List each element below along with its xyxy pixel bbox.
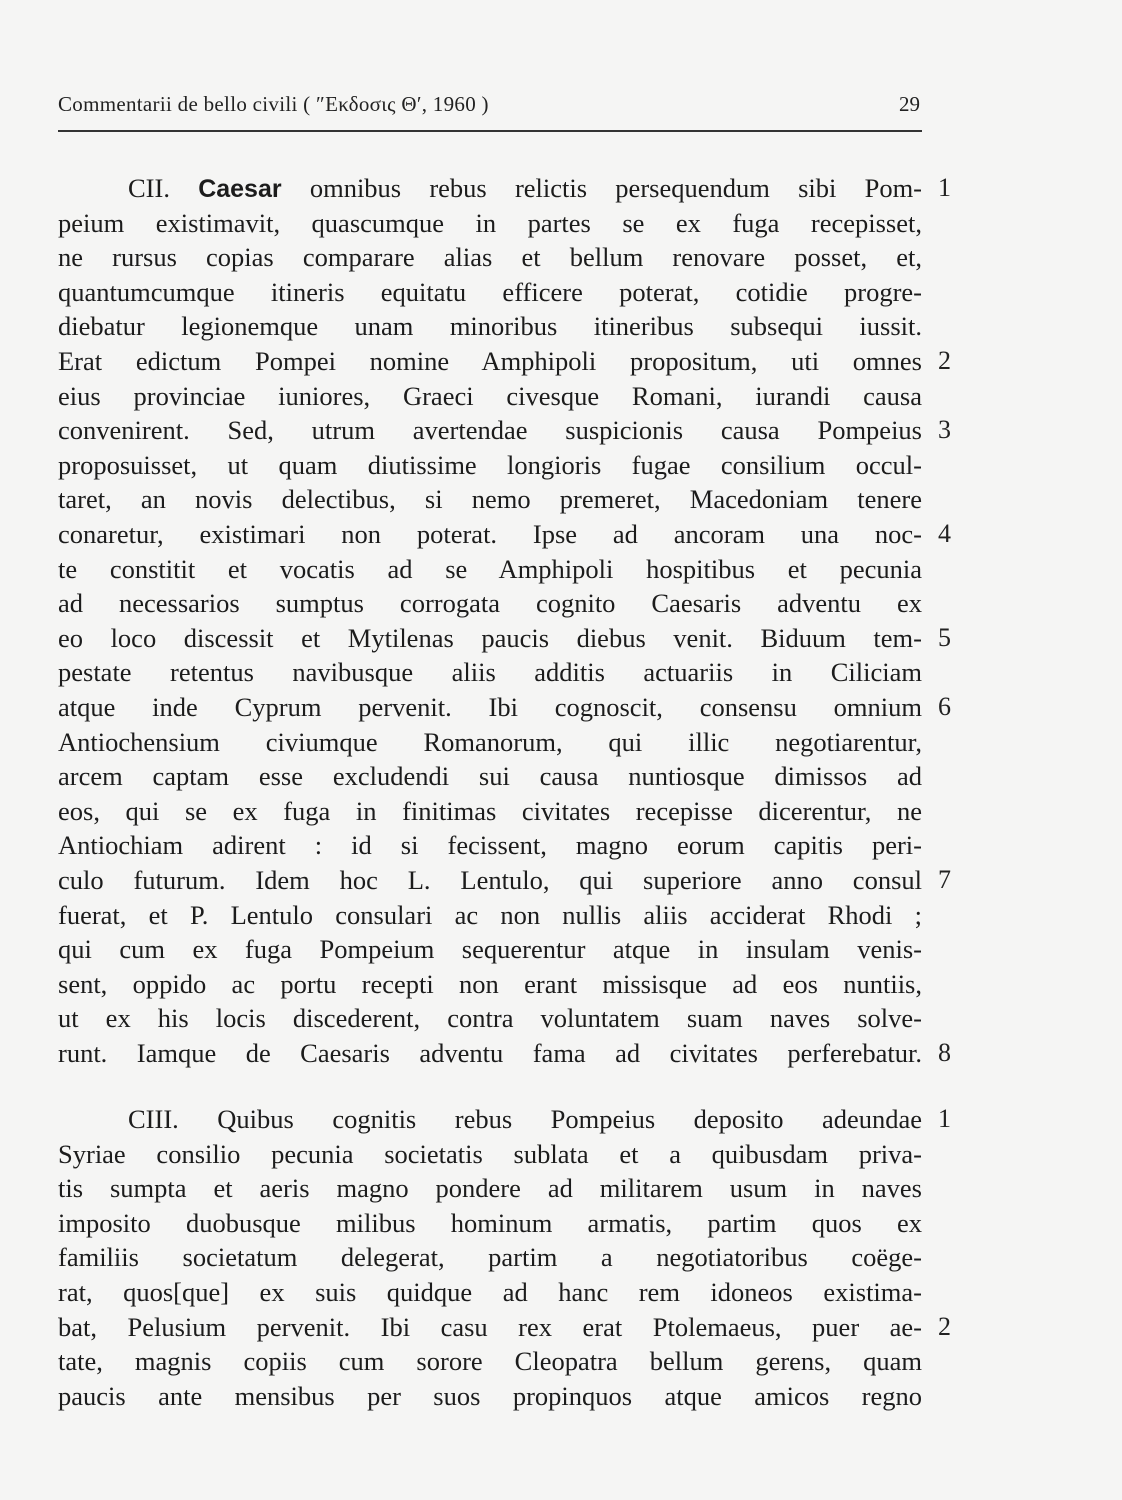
text-line: culo futurum. Idem hoc L. Lentulo, qui superiore anno consul	[58, 865, 922, 895]
margin-section-number: 2	[938, 1311, 951, 1341]
margin-section-number: 2	[938, 346, 951, 375]
text-line: atque inde Cyprum pervenit. Ibi cognoscit, consensu omnium	[58, 692, 922, 722]
text-line: rat, quos[que] ex suis quidque ad hanc rem idoneos existima-	[58, 1277, 922, 1307]
text-line: Erat edictum Pompei nomine Amphipoli propositum, uti omnes	[58, 346, 922, 376]
text-line: bat, Pelusium pervenit. Ibi casu rex erat Ptolemaeus, puer ae-	[58, 1311, 922, 1342]
page-number: 29	[899, 92, 920, 116]
margin-section-number: 3	[938, 415, 951, 445]
margin-section-number: 4	[938, 519, 951, 548]
running-header	[58, 92, 922, 132]
margin-section-number: 5	[938, 622, 951, 652]
chapter-number: CII.	[128, 173, 170, 203]
text-line: familiis societatum delegerat, partim a negotiatoribus coëge-	[58, 1242, 922, 1273]
margin-section-number: 8	[938, 1038, 951, 1067]
text-line: eo loco discessit et Mytilenas paucis diebus venit. Biduum tem-	[58, 622, 922, 653]
text-line: ad necessarios sumptus corrogata cognito Caesaris adventu ex	[58, 588, 922, 619]
margin-section-number: 6	[938, 692, 951, 721]
line-text: Quibus cognitis rebus Pompeius deposito adeundae	[217, 1104, 923, 1134]
text-line	[58, 1102, 922, 1136]
text-line: sent, oppido ac portu recepti non erant missisque ad eos nuntiis,	[58, 968, 922, 999]
lead-word: Caesar	[198, 175, 282, 203]
text-line: taret, an novis delectibus, si nemo premeret, Macedoniam tenere	[58, 484, 922, 515]
text-line: Antiochensium civiumque Romanorum, qui illic negotiarentur,	[58, 726, 922, 757]
text-line: peium existimavit, quascumque in partes se ex fuga recepisset,	[58, 207, 922, 238]
text-line: pestate retentus navibusque aliis additis actuariis in Ciliciam	[58, 657, 922, 688]
running-title: Commentarii de bello civili ( ″Εκδοσις Θ′, 1960 )	[58, 92, 489, 116]
margin-section-number: 1	[938, 1104, 951, 1133]
text-line: qui cum ex fuga Pompeium sequerentur atque in insulam venis-	[58, 934, 922, 965]
text-line: quantumcumque itineris equitatu efficere poterat, cotidie progre-	[58, 276, 922, 307]
text-line	[58, 171, 922, 205]
text-line: ut ex his locis discederent, contra voluntatem suam naves solve-	[58, 1003, 922, 1034]
text-line: convenirent. Sed, utrum avertendae suspicionis causa Pompeius	[58, 415, 922, 446]
chapter-number: CIII.	[128, 1104, 179, 1134]
text-line: ne rursus copias comparare alias et bellum renovare posset, et,	[58, 242, 922, 273]
text-line: diebatur legionemque unam minoribus itineribus subsequi iussit.	[58, 311, 922, 342]
text-line: tate, magnis copiis cum sorore Cleopatra bellum gerens, quam	[58, 1346, 922, 1377]
text-line: fuerat, et P. Lentulo consulari ac non nullis aliis acciderat Rhodi ;	[58, 899, 922, 930]
margin-section-number: 1	[938, 173, 951, 202]
text-line: Syriae consilio pecunia societatis sublata et a quibusdam priva-	[58, 1138, 922, 1169]
header-rule	[58, 130, 922, 132]
text-line: eius provinciae iuniores, Graeci civesque Romani, iurandi causa	[58, 380, 922, 411]
text-line: proposuisset, ut quam diutissime longioris fugae consilium occul-	[58, 449, 922, 480]
line-text: omnibus rebus relictis persequendum sibi Pom-	[309, 173, 923, 203]
text-line: conaretur, existimari non poterat. Ipse ad ancoram una noc-	[58, 519, 922, 549]
text-line: te constitit et vocatis ad se Amphipoli hospitibus et pecunia	[58, 553, 922, 584]
text-line: runt. Iamque de Caesaris adventu fama ad civitates perferebatur.	[58, 1038, 922, 1068]
text-line: arcem captam esse excludendi sui causa nuntiosque dimissos ad	[58, 761, 922, 792]
text-line: eos, qui se ex fuga in finitimas civitates recepisse dicerentur, ne	[58, 795, 922, 826]
text-line: paucis ante mensibus per suos propinquos atque amicos regno	[58, 1380, 922, 1411]
text-line: tis sumpta et aeris magno pondere ad militarem usum in naves	[58, 1173, 922, 1204]
margin-section-number: 7	[938, 865, 951, 894]
text-line: imposito duobusque milibus hominum armatis, partim quos ex	[58, 1207, 922, 1238]
text-line: Antiochiam adirent : id si fecissent, magno eorum capitis peri-	[58, 830, 922, 861]
